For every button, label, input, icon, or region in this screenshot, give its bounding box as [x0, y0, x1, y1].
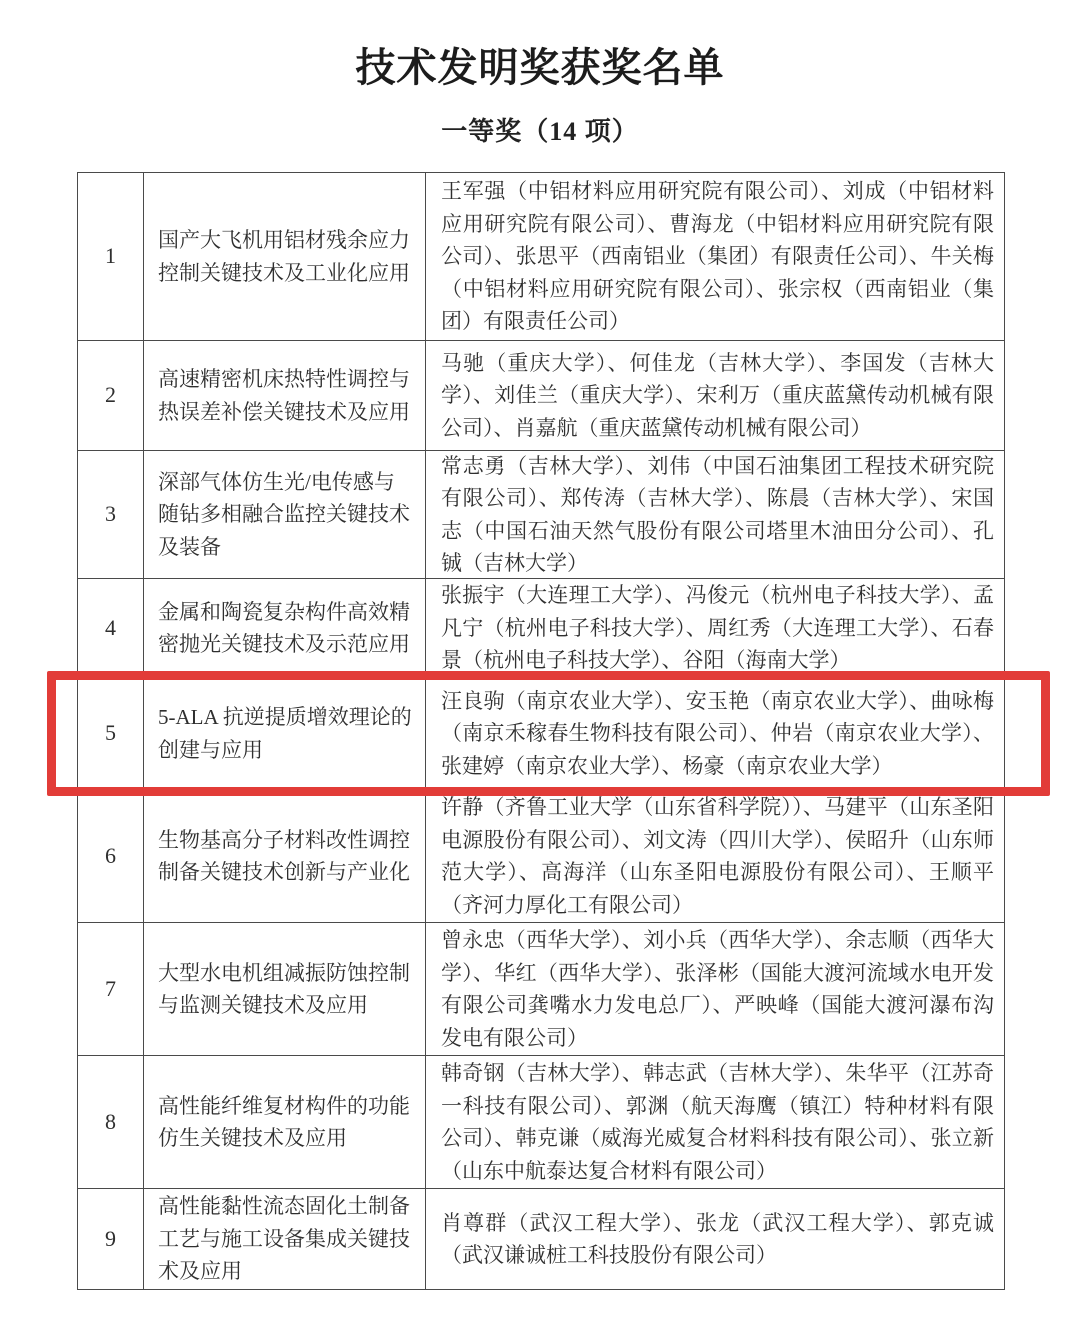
table-row	[77, 1188, 1005, 1290]
project-title-cell: 高性能黏性流态固化土制备工艺与施工设备集成关键技术及应用	[144, 1189, 426, 1289]
table-row	[77, 578, 1005, 677]
table-row	[77, 172, 1005, 340]
winners-cell: 汪良驹（南京农业大学）、安玉艳（南京农业大学）、曲咏梅（南京禾稼春生物科技有限公司）、仲岩（南京农业大学）、张建婷（南京农业大学）、杨豪（南京农业大学）	[441, 688, 994, 778]
project-title-cell: 高性能纤维复材构件的功能仿生关键技术及应用	[144, 1056, 426, 1188]
winners-cell: 肖尊群（武汉工程大学）、张龙（武汉工程大学）、郭克诚（武汉谦诚桩工科技股份有限公司）	[441, 1210, 994, 1267]
row-number-cell: 4	[78, 579, 144, 677]
winners-cell: 许静（齐鲁工业大学（山东省科学院））、马建平（山东圣阳电源股份有限公司）、刘文涛（四川大学）、侯昭升（山东师范大学）、高海洋（山东圣阳电源股份有限公司）、王顺平（齐河力厚化工有限公司）	[441, 795, 994, 917]
page-subtitle: 一等奖（14 项）	[441, 117, 639, 146]
winners-cell: 常志勇（吉林大学）、刘伟（中国石油集团工程技术研究院有限公司）、郑传涛（吉林大学）、陈晨（吉林大学）、宋国志（中国石油天然气股份有限公司塔里木油田分公司）、孔铖（吉林大学）	[441, 453, 994, 575]
table-row	[77, 340, 1005, 450]
winners-cell: 马驰（重庆大学）、何佳龙（吉林大学）、李国发（吉林大学）、刘佳兰（重庆大学）、宋利万（重庆蓝黛传动机械有限公司）、肖嘉航（重庆蓝黛传动机械有限公司）	[441, 350, 994, 440]
row-number-cell: 3	[78, 451, 144, 578]
table-row-highlighted	[77, 677, 1005, 789]
winners-cell: 张振宇（大连理工大学）、冯俊元（杭州电子科技大学）、孟凡宁（杭州电子科技大学）、周红秀（大连理工大学）、石春景（杭州电子科技大学）、谷阳（海南大学）	[441, 583, 994, 673]
project-title-cell: 高速精密机床热特性调控与热误差补偿关键技术及应用	[144, 341, 426, 450]
project-title-cell: 生物基高分子材料改性调控制备关键技术创新与产业化	[144, 790, 426, 922]
winners-cell: 王军强（中铝材料应用研究院有限公司）、刘成（中铝材料应用研究院有限公司）、曹海龙（中铝材料应用研究院有限公司）、张思平（西南铝业（集团）有限责任公司）、牛关梅（中铝材料应用研究院有限公司）、张宗权（西南铝业（集团）有限责任公司）	[441, 179, 994, 334]
project-title-cell: 深部气体仿生光/电传感与随钻多相融合监控关键技术及装备	[144, 451, 426, 578]
row-number-cell: 9	[78, 1189, 144, 1289]
table-row	[77, 450, 1005, 578]
row-number-cell: 7	[78, 923, 144, 1055]
table-row	[77, 922, 1005, 1055]
table-row	[77, 1055, 1005, 1188]
project-title-cell: 大型水电机组减振防蚀控制与监测关键技术及应用	[144, 923, 426, 1055]
row-number-cell: 2	[78, 341, 144, 450]
project-title-cell: 国产大飞机用铝材残余应力控制关键技术及工业化应用	[144, 173, 426, 340]
page-title: 技术发明奖获奖名单	[355, 45, 725, 90]
row-number-cell: 5	[78, 678, 144, 789]
row-number-cell: 8	[78, 1056, 144, 1188]
project-title-cell: 金属和陶瓷复杂构件高效精密抛光关键技术及示范应用	[144, 579, 426, 677]
winners-cell: 韩奇钢（吉林大学）、韩志武（吉林大学）、朱华平（江苏奇一科技有限公司）、郭渊（航天海鹰（镇江）特种材料有限公司）、韩克谦（威海光威复合材料科技有限公司）、张立新（山东中航泰达复合材料有限公司）	[441, 1061, 994, 1183]
winners-cell: 曾永忠（西华大学）、刘小兵（西华大学）、余志顺（西华大学）、华红（西华大学）、张泽彬（国能大渡河流域水电开发有限公司龚嘴水力发电总厂）、严映峰（国能大渡河瀑布沟发电有限公司）	[441, 928, 994, 1050]
row-number-cell: 6	[78, 790, 144, 922]
row-number-cell: 1	[78, 173, 144, 340]
project-title-cell: 5-ALA 抗逆提质增效理论的创建与应用	[144, 678, 426, 789]
table-row	[77, 789, 1005, 922]
